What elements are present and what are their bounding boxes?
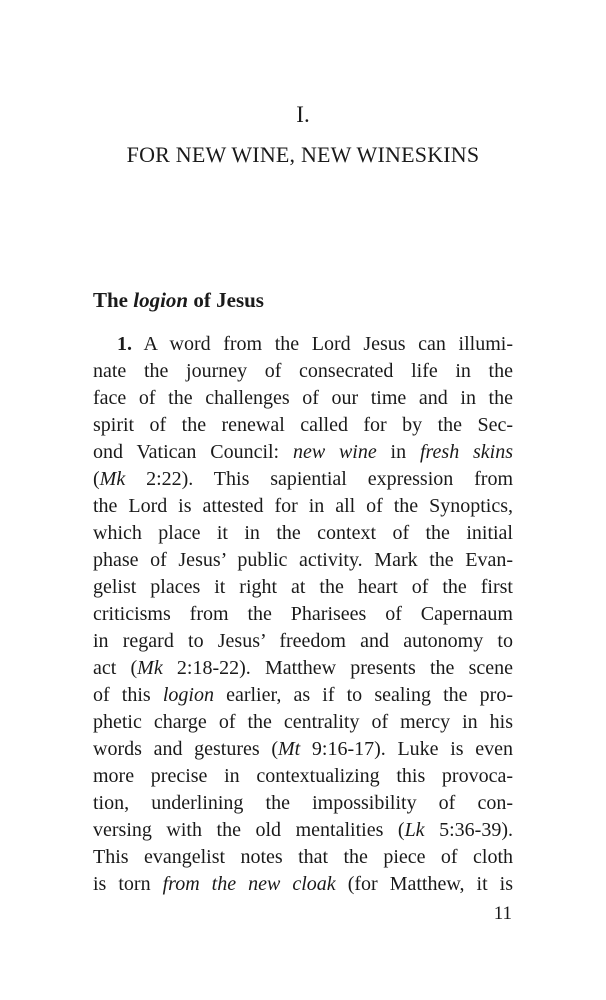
- italic-text: from the new cloak: [162, 873, 336, 895]
- page-number: 11: [493, 903, 512, 924]
- text-line: [93, 871, 513, 898]
- section-heading-italic: logion: [133, 288, 189, 312]
- text-line: [93, 493, 513, 520]
- text-segment: criticisms from the Pharisees of Capernaum: [93, 603, 513, 625]
- text-segment: This evangelist notes that the piece of cloth: [93, 846, 513, 868]
- text-segment: phase of Jesus’ public activity. Mark the Evan-: [93, 549, 513, 571]
- text-segment: face of the challenges of our time and in the: [93, 387, 513, 409]
- text-segment: nate the journey of consecrated life in the: [93, 360, 513, 382]
- chapter-number: I.: [296, 102, 310, 127]
- paragraph-number: 1.: [117, 333, 132, 355]
- text-segment: ond Vatican Council:: [93, 441, 293, 463]
- text-line: [93, 844, 513, 871]
- text-line: [93, 547, 513, 574]
- italic-text: Mt: [278, 738, 301, 760]
- section-heading-text: The: [93, 288, 134, 312]
- text-segment: which place it in the context of the initial: [93, 522, 513, 544]
- text-segment: 2:18-22). Matthew presents the scene: [162, 657, 513, 679]
- text-line: [93, 682, 513, 709]
- text-line: [93, 520, 513, 547]
- chapter-title: FOR NEW WINE, NEW WINESKINS: [126, 142, 480, 167]
- text-segment: is torn: [93, 873, 163, 895]
- text-line: [93, 385, 513, 412]
- italic-text: fresh skins: [419, 441, 514, 463]
- text-segment: the Lord is attested for in all of the Synoptics,: [93, 495, 513, 517]
- text-line: [93, 736, 513, 763]
- text-segment: in regard to Jesus’ freedom and autonomy to: [93, 630, 513, 652]
- paragraph-body: [93, 331, 513, 898]
- text-segment: A word from the Lord Jesus can illumi-: [132, 333, 513, 355]
- italic-text: Mk: [137, 657, 163, 679]
- text-segment: phetic charge of the centrality of mercy in his: [93, 711, 513, 733]
- text-line: [93, 466, 513, 493]
- italic-text: logion: [162, 684, 214, 706]
- text-segment: 5:36-39).: [424, 819, 513, 841]
- text-line: [93, 628, 513, 655]
- text-line: [93, 817, 513, 844]
- italic-text: new wine: [292, 441, 377, 463]
- text-line: [93, 358, 513, 385]
- text-line: [93, 574, 513, 601]
- italic-text: Mk: [99, 468, 126, 490]
- text-segment: 9:16-17). Luke is even: [300, 738, 513, 760]
- text-segment: words and gestures (: [93, 738, 278, 760]
- text-segment: spirit of the renewal called for by the Sec-: [93, 414, 513, 436]
- text-line: [93, 763, 513, 790]
- text-line: [93, 331, 513, 358]
- text-line: [93, 790, 513, 817]
- text-line: [93, 655, 513, 682]
- text-segment: act (: [93, 657, 138, 679]
- text-segment: tion, underlining the impossibility of con-: [93, 792, 513, 814]
- text-segment: more precise in contextualizing this provoca-: [93, 765, 513, 787]
- text-segment: (: [93, 468, 100, 490]
- text-segment: of this: [93, 684, 163, 706]
- italic-text: Lk: [404, 819, 425, 841]
- section-heading: [93, 288, 264, 313]
- text-line: [93, 439, 513, 466]
- text-segment: gelist places it right at the heart of the first: [93, 576, 513, 598]
- text-segment: 2:22). This sapiential expression from: [125, 468, 513, 490]
- text-segment: in: [376, 441, 420, 463]
- text-segment: (for Matthew, it is: [335, 873, 513, 895]
- text-segment: versing with the old mentalities (: [93, 819, 405, 841]
- text-line: [93, 412, 513, 439]
- section-heading-text: of Jesus: [188, 288, 264, 312]
- text-line: [93, 709, 513, 736]
- text-segment: earlier, as if to sealing the pro-: [213, 684, 513, 706]
- text-line: [93, 601, 513, 628]
